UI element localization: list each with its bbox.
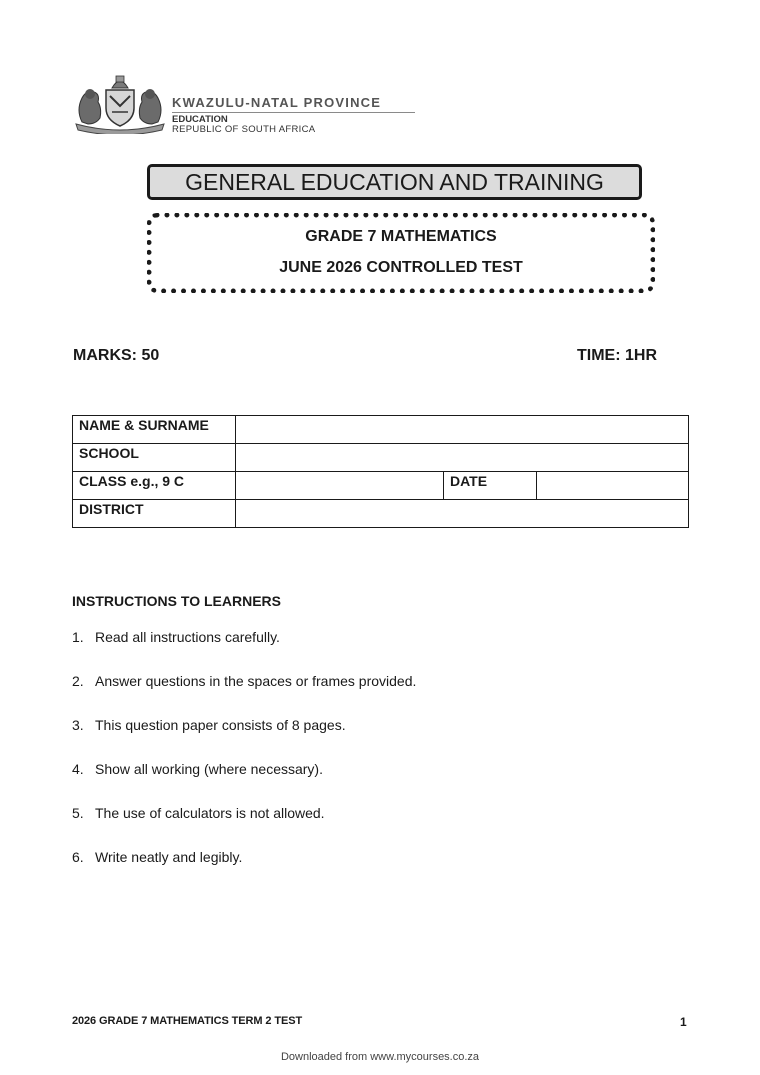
table-row (73, 472, 689, 500)
item-number: 6. (72, 849, 84, 865)
page-number: 1 (680, 1015, 687, 1029)
class-label: CLASS e.g., 9 C (73, 472, 236, 500)
item-number: 2. (72, 673, 84, 689)
download-notice: Downloaded from www.mycourses.co.za (280, 1051, 480, 1063)
name-label: NAME & SURNAME (73, 416, 236, 444)
item-number: 4. (72, 761, 84, 777)
test-title-box (147, 213, 655, 293)
item-text: Write neatly and legibly. (95, 849, 243, 865)
list-item (72, 716, 416, 760)
item-text: Answer questions in the spaces or frames provided. (95, 673, 417, 689)
marks-label: MARKS: 50 (73, 347, 160, 364)
item-text: This question paper consists of 8 pages. (95, 717, 346, 733)
name-field[interactable] (236, 416, 689, 444)
item-number: 5. (72, 805, 84, 821)
department-name: EDUCATION (172, 114, 228, 125)
footer-title: 2026 GRADE 7 MATHEMATICS TERM 2 TEST (72, 1015, 303, 1027)
subject-title: GRADE 7 MATHEMATICS (305, 228, 497, 245)
list-item (72, 672, 416, 716)
table-row (73, 500, 689, 528)
school-field[interactable] (236, 444, 689, 472)
province-name: KWAZULU-NATAL PROVINCE (172, 95, 415, 113)
school-label: SCHOOL (73, 444, 236, 472)
table-row (73, 416, 689, 444)
coat-of-arms-icon (72, 72, 168, 134)
list-item (72, 628, 416, 672)
class-field[interactable] (236, 472, 444, 500)
list-item (72, 804, 416, 848)
country-name: REPUBLIC OF SOUTH AFRICA (172, 124, 316, 135)
item-number: 3. (72, 717, 84, 733)
district-label: DISTRICT (73, 500, 236, 528)
item-number: 1. (72, 629, 84, 645)
time-label: TIME: 1HR (577, 347, 657, 364)
district-field[interactable] (236, 500, 689, 528)
list-item (72, 848, 416, 892)
learner-info-table (72, 415, 689, 528)
test-name: JUNE 2026 CONTROLLED TEST (279, 259, 523, 276)
date-field[interactable] (537, 472, 689, 500)
table-row (73, 444, 689, 472)
organisation-block (172, 95, 415, 135)
item-text: Read all instructions carefully. (95, 629, 280, 645)
instructions-heading: INSTRUCTIONS TO LEARNERS (72, 593, 281, 609)
date-label: DATE (444, 472, 537, 500)
item-text: Show all working (where necessary). (95, 761, 323, 777)
list-item (72, 760, 416, 804)
instructions-list (72, 628, 416, 892)
item-text: The use of calculators is not allowed. (95, 805, 325, 821)
page-title: GENERAL EDUCATION AND TRAINING (147, 164, 642, 200)
